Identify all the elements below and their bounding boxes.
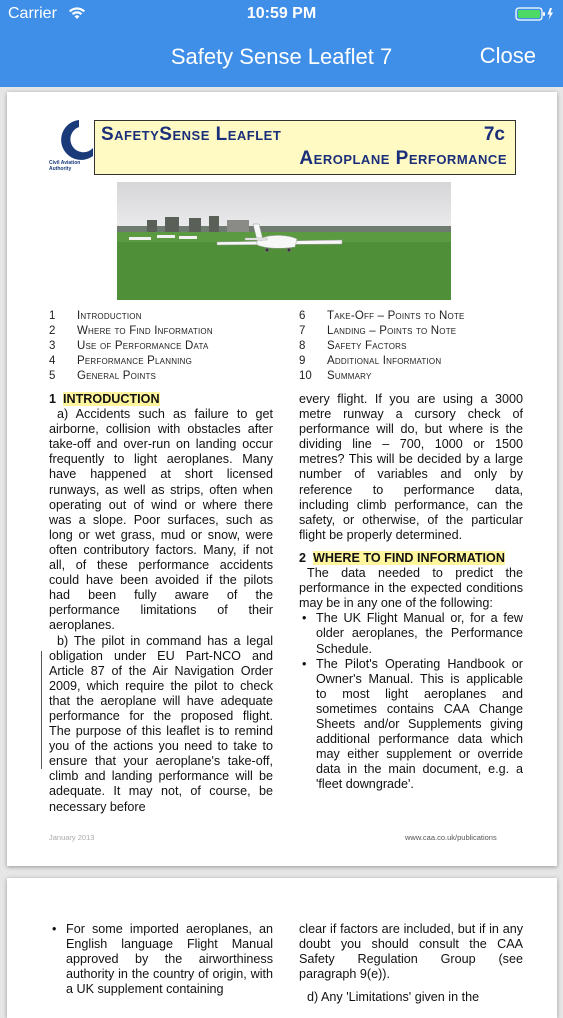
toc-item: 10 Summary xyxy=(299,370,372,382)
clock: 10:59 PM xyxy=(246,5,317,22)
toc-item: 8 Safety Factors xyxy=(299,340,407,352)
toc-item: 3 Use of Performance Data xyxy=(49,340,209,352)
carrier-label: Carrier xyxy=(8,5,57,22)
battery-icon xyxy=(515,6,555,27)
logo-text: Civil Aviation Authority xyxy=(49,160,81,172)
table-of-contents-left xyxy=(49,309,213,384)
list-item: • The UK Flight Manual or, for a few older aeroplanes, the Performance Schedule. xyxy=(299,611,523,656)
toc-item: 4 Performance Planning xyxy=(49,355,192,367)
toc-item: 1 Introduction xyxy=(49,310,142,322)
paragraph: d) Any 'Limitations' given in the xyxy=(307,990,480,1005)
footer-date: January 2013 xyxy=(49,833,95,842)
close-button[interactable]: Close xyxy=(479,43,536,68)
banner-title: SafetySense Leaflet xyxy=(101,124,282,145)
caa-logo xyxy=(49,118,95,174)
list-item: • The Pilot's Operating Handbook or Owner's Manual. This is applicable to most light aeroplanes and sometimes contains CAA Change Sheets and/or Supplements giving additional performance data which may either supplement or override data in the main document, e.g. a 'fleet downgrade'. xyxy=(299,657,523,793)
document-page-2[interactable] xyxy=(7,878,557,1018)
status-bar xyxy=(0,0,563,30)
list-item: • For some imported aeroplanes, an English language Flight Manual approved by the airworthiness authority in the country of origin, with a UK supplement containing xyxy=(49,922,273,997)
toc-item: 7 Landing – Points to Note xyxy=(299,325,457,337)
aeroplane-photo xyxy=(117,182,451,300)
text-column-left xyxy=(49,922,273,997)
paragraph: b) The pilot in command has a legal obligation under EU Part-NCO and Article 87 of the Air Navigation Order 2009, which require the pilot to check that the aeroplane will have adequate performance for the proposed flight. The purpose of this leaflet is to remind you of the actions you need to take to ensure that your aeroplane's take-off, climb and landing performance will be adequate. It may not, of course, be necessary before xyxy=(49,633,273,814)
text-column-right xyxy=(299,922,523,1005)
paragraph: The data needed to predict the performance in the expected conditions may be in any one of the following: xyxy=(299,566,523,611)
paragraph: clear if factors are included, but if in any doubt you should consult the CAA Safety Regulation Group (see paragraph 9(e)). xyxy=(299,922,523,982)
toc-item: 2 Where to Find Information xyxy=(49,325,213,337)
banner-number: 7c xyxy=(483,124,505,145)
toc-item: 5 General Points xyxy=(49,370,157,382)
banner-subtitle: Aeroplane Performance xyxy=(299,148,507,169)
text-column-right xyxy=(299,392,523,792)
text-column-left xyxy=(49,392,273,815)
change-bar xyxy=(41,651,42,769)
section-heading: 2 WHERE TO FIND INFORMATION xyxy=(299,550,505,565)
leaflet-banner xyxy=(94,120,516,175)
toc-item: 6 Take-Off – Points to Note xyxy=(299,310,465,322)
paragraph: every flight. If you are using a 3000 metre runway a cursory check of performance will do, but where is the dividing line – 700, 1000 or 1500 metres? This will be decided by a large number of variables and only by reference to performance data, including climb performance, can the safety, or otherwise, of the particular flight be properly determined. xyxy=(299,392,523,542)
paragraph: a) Accidents such as failure to get airborne, collision with obstacles after take-off and over-run on landing occur frequently to light aeroplanes. Many have happened at short licensed runways, as well as strips, often when operating out of wind or where there was a slope. Poor surfaces, such as long or wet grass, mud or snow, were often contributory factors. Many, if not all, of these performance accidents could have been avoided if the pilots had been fully aware of the performance limitations of their aeroplanes. xyxy=(49,407,273,633)
bullet-list xyxy=(299,611,523,792)
nav-title: Safety Sense Leaflet 7 xyxy=(170,44,393,69)
document-page-1[interactable] xyxy=(7,92,557,866)
table-of-contents-right xyxy=(299,309,465,384)
toc-item: 9 Additional Information xyxy=(299,355,442,367)
bullet-list xyxy=(49,922,273,997)
section-heading: 1 INTRODUCTION xyxy=(49,392,160,406)
footer-url: www.caa.co.uk/publications xyxy=(405,833,497,842)
navigation-bar xyxy=(0,30,563,87)
